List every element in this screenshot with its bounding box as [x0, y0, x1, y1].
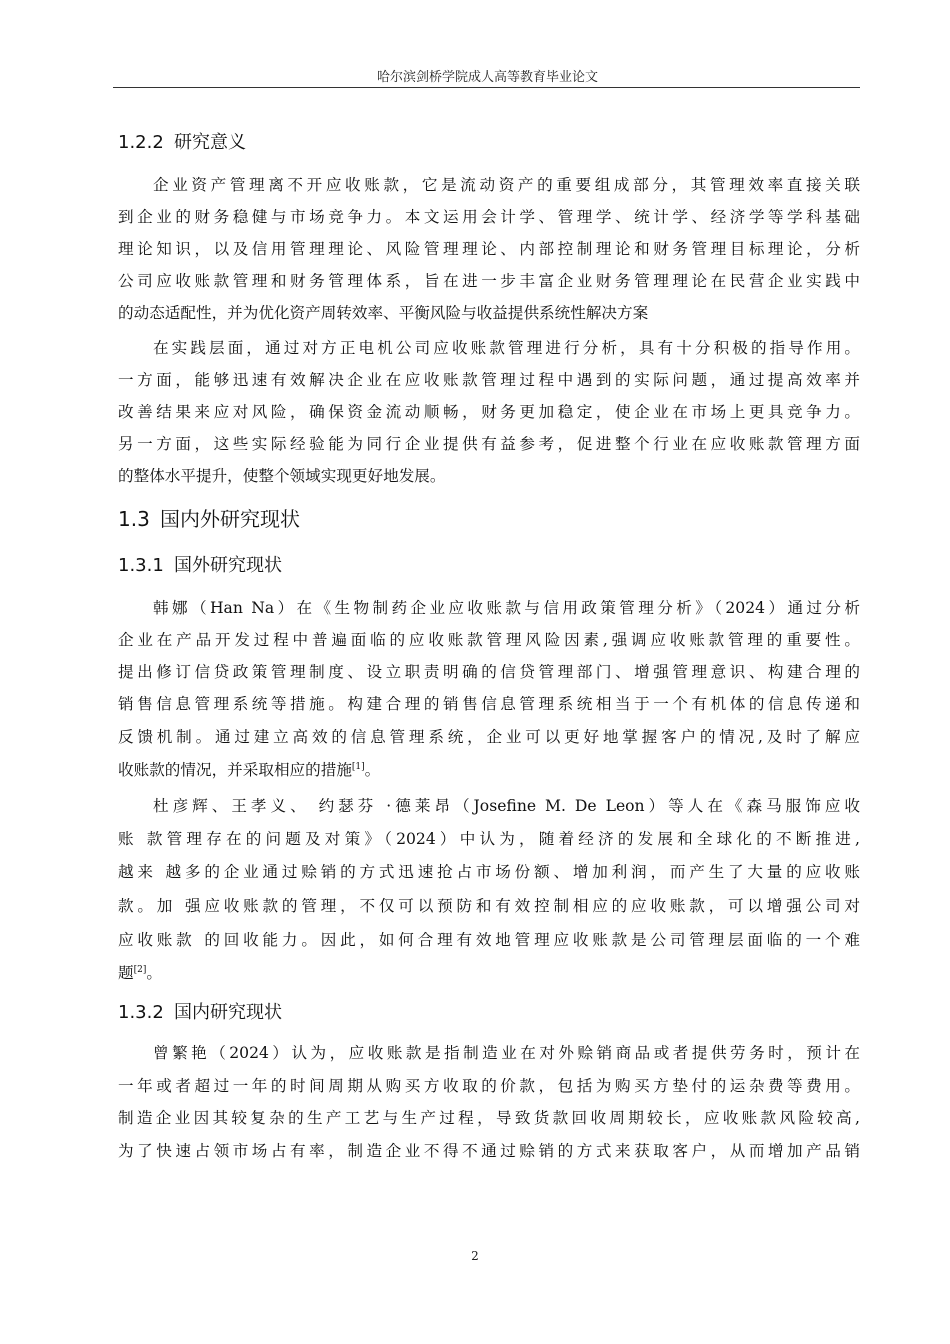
- paragraph-line: 应收账款 的回收能力。因此，如何合理有效地管理应收账款是公司管理层面临的一个难: [118, 931, 860, 949]
- paragraph-line: 另一方面，这些实际经验能为同行企业提供有益参考，促进整个行业在应收账款管理方面: [118, 435, 860, 453]
- paragraph-line: 企业在产品开发过程中普遍面临的应收账款管理风险因素,强调应收账款管理的重要性。: [118, 631, 860, 649]
- paragraph-line: 为了快速占领市场占有率，制造企业不得不通过赊销的方式来获取客户，从而增加产品销: [118, 1142, 860, 1160]
- section-number: 1.3.1: [118, 555, 164, 576]
- section-number: 1.3: [118, 507, 150, 531]
- section-title: 国内外研究现状: [160, 507, 300, 531]
- paragraph-end: 。: [146, 964, 162, 982]
- page-number: 2: [471, 1249, 479, 1263]
- paragraph-line: [118, 962, 860, 984]
- paragraph-line: 提出修订信贷政策管理制度、设立职责明确的信贷管理部门、增强管理意识、构建合理的: [118, 663, 860, 681]
- section-heading-1-3: [118, 503, 300, 532]
- paragraph-text: 题: [118, 964, 134, 982]
- paragraph-line: 反馈机制。通过建立高效的信息管理系统，企业可以更好地掌握客户的情况,及时了解应: [118, 728, 860, 746]
- paragraph-end: 。: [364, 761, 381, 779]
- paragraph-line: 杜彦辉、王孝义、 约瑟芬 ·德莱昂（Josefine M. De Leon）等人在《森马服饰应收: [153, 797, 860, 815]
- paragraph-line: 款。加 强应收账款的管理，不仅可以预防和有效控制相应的应收账款，可以增强公司对: [118, 897, 860, 915]
- paragraph-line: 韩娜（Han Na）在《生物制药企业应收账款与信用政策管理分析》（2024）通过分析: [153, 599, 860, 617]
- section-title: 国内研究现状: [174, 1002, 282, 1023]
- paragraph-line: [118, 759, 860, 781]
- paragraph-line: 一年或者超过一年的时间周期从购买方收取的价款，包括为购买方垫付的运杂费等费用。: [118, 1077, 860, 1095]
- section-title: 研究意义: [174, 132, 246, 153]
- paragraph-line: 公司应收账款管理和财务管理体系，旨在进一步丰富企业财务管理理论在民营企业实践中: [118, 272, 860, 290]
- paragraph-line: 的整体水平提升，使整个领域实现更好地发展。: [118, 467, 446, 485]
- paragraph-line: 改善结果来应对风险，确保资金流动顺畅，财务更加稳定，使企业在市场上更具竞争力。: [118, 403, 860, 421]
- paragraph-line: 销售信息管理系统等措施。构建合理的销售信息管理系统相当于一个有机体的信息传递和: [118, 695, 860, 713]
- paragraph-line: 到企业的财务稳健与市场竞争力。本文运用会计学、管理学、统计学、经济学等学科基础: [118, 208, 860, 226]
- running-header: 哈尔滨剑桥学院成人高等教育毕业论文: [376, 70, 598, 85]
- section-number: 1.3.2: [118, 1002, 164, 1023]
- paragraph-line: 制造企业因其较复杂的生产工艺与生产过程，导致货款回收周期较长，应收账款风险较高,: [118, 1109, 860, 1127]
- section-heading-1-2-2: [118, 128, 246, 154]
- paragraph-line: 的动态适配性，并为优化资产周转效率、平衡风险与收益提供系统性解决方案: [118, 304, 649, 322]
- paragraph-line: 企业资产管理离不开应收账款，它是流动资产的重要组成部分，其管理效率直接关联: [153, 176, 860, 194]
- citation-ref[interactable]: [2]: [133, 964, 147, 975]
- section-heading-1-3-1: [118, 551, 282, 577]
- paragraph-text: 收账款的情况，并采取相应的措施: [118, 761, 352, 779]
- header-rule: [113, 87, 860, 88]
- section-title: 国外研究现状: [174, 555, 282, 576]
- paragraph-line: 在实践层面，通过对方正电机公司应收账款管理进行分析，具有十分积极的指导作用。: [153, 339, 860, 357]
- section-heading-1-3-2: [118, 998, 282, 1024]
- citation-ref[interactable]: [1]: [351, 761, 365, 772]
- paragraph-line: 曾繁艳（2024）认为，应收账款是指制造业在对外赊销商品或者提供劳务时，预计在: [153, 1044, 860, 1062]
- paragraph-line: 一方面，能够迅速有效解决企业在应收账款管理过程中遇到的实际问题，通过提高效率并: [118, 371, 860, 389]
- section-number: 1.2.2: [118, 132, 164, 153]
- paragraph-line: 理论知识，以及信用管理理论、风险管理理论、内部控制理论和财务管理目标理论，分析: [118, 240, 860, 258]
- paragraph-line: 账 款管理存在的问题及对策》（2024）中认为，随着经济的发展和全球化的不断推进,: [118, 830, 860, 848]
- paragraph-line: 越来 越多的企业通过赊销的方式迅速抢占市场份额、增加利润，而产生了大量的应收账: [118, 863, 860, 881]
